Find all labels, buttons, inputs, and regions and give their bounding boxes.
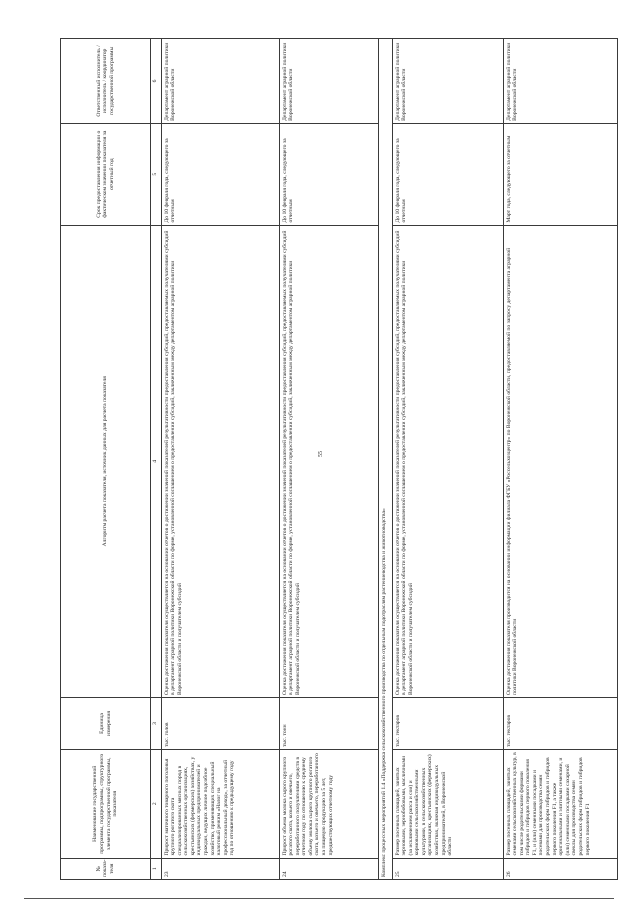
column-number: 1 bbox=[151, 858, 162, 879]
row-number: 26 bbox=[504, 858, 618, 879]
header-name: Наименование государственной программы, подпрограммы, структурного элемента государственной программы, показателя bbox=[61, 750, 151, 859]
page-number: 55 bbox=[318, 451, 324, 457]
column-number: 2 bbox=[151, 750, 162, 859]
indicator-algorithm: Оценка достижения показателя производится на основании информации филиала ФГБУ «Россельхозцентр» по Воронежской области, предоставляемой по запросу департамента аграрной политики Воронежской области bbox=[504, 225, 618, 697]
indicators-table bbox=[60, 38, 618, 880]
header-responsible: Ответственный исполнитель / исполнитель / координатор государственной программы bbox=[61, 39, 151, 124]
table-row bbox=[504, 39, 618, 880]
section-title: Комплекс процессных мероприятий 1.4 «Поддержка сельскохозяйственного производства по отдельным подотраслям растениеводства и животноводства» bbox=[379, 39, 393, 880]
indicator-deadline: До 10 февраля года, следующего за отчетным bbox=[280, 123, 379, 225]
row-number: 23 bbox=[162, 858, 280, 879]
rotated-table-wrapper bbox=[60, 38, 620, 880]
table-row bbox=[393, 39, 504, 880]
section-row bbox=[379, 39, 393, 880]
header-unit: Единица измерения bbox=[61, 698, 151, 750]
indicator-unit: тыс. тонн bbox=[280, 698, 379, 750]
indicator-deadline: До 10 февраля года, следующего за отчетным bbox=[393, 123, 504, 225]
indicator-algorithm: Оценка достижения показателя осуществляется на основании отчетов о достижении значений показателей результативности предоставления субсидий, предоставляемых получателями субсидий в департамент аграрной политики Воронежской области по форме, установленной соглашением о предоставлении субсидий, заключенным между департаментом аграрной политики Воронежской области и получателем субсидий bbox=[393, 225, 504, 697]
header-deadline: Срок предоставления информации о фактическом значении показателя за отчетный год bbox=[61, 123, 151, 225]
header-algorithm: Алгоритм расчета показателя, источник данных для расчета показателя bbox=[61, 225, 151, 697]
header-number: № показа-теля bbox=[61, 858, 151, 879]
indicator-name: Размер посевных площадей, занятых зерновыми, зернобобовыми, масличными (за исключением рапса и сои) и кормовыми сельскохозяйственными культурами, в сельскохозяйственных организациях, крестьянских (фермерских) хозяйствах, включая индивидуальных предпринимателей, в Воронежской области bbox=[393, 750, 504, 859]
indicator-unit: тыс. гектаров bbox=[393, 698, 504, 750]
indicator-responsible: Департамент аграрной политики Воронежской области bbox=[504, 39, 618, 124]
column-number-row bbox=[151, 39, 162, 880]
indicator-responsible: Департамент аграрной политики Воронежской области bbox=[280, 39, 379, 124]
indicator-deadline: До 10 февраля года, следующего за отчетным bbox=[162, 123, 280, 225]
column-number: 3 bbox=[151, 698, 162, 750]
column-number: 4 bbox=[151, 225, 162, 697]
row-number: 25 bbox=[393, 858, 504, 879]
indicator-algorithm: Оценка достижения показателя осуществляется на основании отчетов о достижении значений показателей результативности предоставления субсидий, предоставляемых получателями субсидий в департамент аграрной политики Воронежской области по форме, установленной соглашением о предоставлении субсидий, заключенным между департаментом аграрной политики Воронежской области и получателем субсидий bbox=[280, 225, 379, 697]
indicator-deadline: Март года, следующего за отчетным bbox=[504, 123, 618, 225]
bottom-rule bbox=[24, 898, 614, 899]
table-header-row bbox=[61, 39, 151, 880]
indicator-name: Размер посевных площадей, занятых семенами сельскохозяйственных культур, в том числе родительскими формами гибридов и гибридов первого поколения F1, и (или) семенными посадками и посевами для производства семян родительских форм гибридов и гибридов первого поколения F1, а также оригинальными и элитными семенами, и (или) семенными посадками сахарной свеклы для производства семян родительских форм гибридов и гибридов первого поколения F1 bbox=[504, 750, 618, 859]
column-number: 6 bbox=[151, 39, 162, 124]
indicator-unit: тыс. гектаров bbox=[504, 698, 618, 750]
indicator-responsible: Департамент аграрной политики Воронежской области bbox=[162, 39, 280, 124]
indicator-responsible: Департамент аграрной политики Воронежской области bbox=[393, 39, 504, 124]
indicator-unit: тыс. голов bbox=[162, 698, 280, 750]
row-number: 24 bbox=[280, 858, 379, 879]
table-row bbox=[162, 39, 280, 880]
table-row bbox=[280, 39, 379, 880]
indicator-name: Прирост объема молока сырого крупного рогатого скота, козьего и овечьего, переработанного получателями средств в отчетном году по отношению к среднему объему молока сырого крупного рогатого скота, козьего и овечьего, переработанного на пищевую продукцию за 5 лет, предшествующих отчетному году bbox=[280, 750, 379, 859]
indicator-name: Прирост маточного товарного поголовья крупного рогатого скота специализированных мясных пород в сельскохозяйственных организациях, крестьянских (фермерских) хозяйствах, у индивидуальных предпринимателей и граждан, ведущих личное подсобное хозяйство, применяющих специальный налоговый режим «Налог на профессиональный доход», за отчетный год по отношению к предыдущему году bbox=[162, 750, 280, 859]
column-number: 5 bbox=[151, 123, 162, 225]
indicator-algorithm: Оценка достижения показателя осуществляется на основании отчетов о достижении значений показателей результативности предоставления субсидий, предоставляемых получателями субсидий в департамент аграрной политики Воронежской области по форме, установленной соглашением о предоставлении субсидий, заключенным между департаментом аграрной политики Воронежской области и получателем субсидий bbox=[162, 225, 280, 697]
